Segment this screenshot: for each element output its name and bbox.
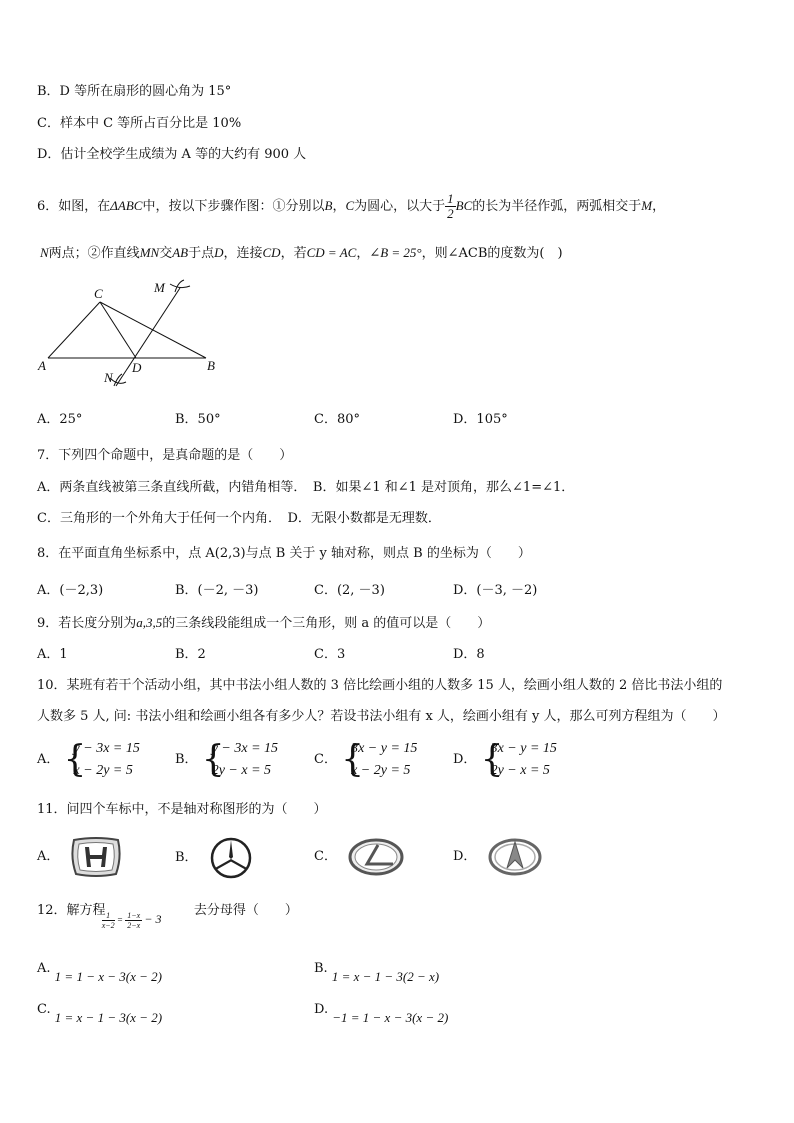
- honda-logo-icon: [70, 836, 122, 878]
- q6-option-c: C．80°: [314, 412, 360, 427]
- infiniti-logo-icon: [487, 836, 543, 878]
- q9-option-d: D．8: [453, 647, 485, 662]
- q8-option-b: B．(－2, －3): [175, 583, 259, 598]
- q8-option-d: D．(－3, －2): [453, 583, 538, 598]
- q9-stem: 9．若长度分别为a,3,5的三条线段能组成一个三角形，则 a 的值可以是（ ）: [37, 615, 491, 631]
- q11-option-d: D．: [453, 836, 543, 878]
- q12-option-a: A. 1 = 1 − x − 3(x − 2): [37, 961, 162, 984]
- q8-option-a: A．(－2,3): [37, 583, 104, 598]
- label-c: C: [94, 286, 103, 301]
- q10-option-a: A． { y − 3x = 15 x − 2y = 5: [37, 739, 140, 780]
- q5-option-b: B．D 等所在扇形的圆心角为 15°: [37, 84, 232, 99]
- arc-m-1: [170, 284, 190, 288]
- q10-stem-line1: 10．某班有若干个活动小组，其中书法小组人数的 3 倍比绘画小组的人数多 15 人，绘画小组人数的 2 倍比书法小组的: [37, 678, 723, 693]
- q9-option-b: B．2: [175, 647, 206, 662]
- label-a: A: [38, 358, 46, 373]
- q12-equation: $\frac{1}{x-2}$ = $\frac{1-x}{2-x}$ − 3: [101, 911, 162, 931]
- q7-stem: 7．下列四个命题中，是真命题的是（ ）: [37, 448, 293, 463]
- q6-option-a: A．25°: [37, 412, 83, 427]
- q11-option-c: C．: [314, 836, 405, 878]
- label-d: D: [132, 360, 142, 375]
- q5-option-c: C．样本中 C 等所占百分比是 10%: [37, 116, 242, 131]
- q6-stem-line2: N两点；②作直线MN交AB于点D，连接CD，若CD = AC，∠B = 25°，则∠ACB的度数为( ): [40, 245, 563, 261]
- q11-option-a: A．: [37, 836, 122, 878]
- lexus-logo-icon: [347, 836, 405, 878]
- label-b: B: [207, 358, 215, 373]
- q12-option-d: D. −1 = 1 − x − 3(x − 2): [314, 1002, 449, 1025]
- q6-option-d: D．105°: [453, 412, 508, 427]
- q12-stem: 12．解方程 $\frac{1}{x-2}$ = $\frac{1-x}{2-x}$ − 3 去分母得（ ）: [37, 896, 298, 920]
- q5-option-d: D．估计全校学生成绩为 A 等的大约有 900 人: [37, 147, 307, 162]
- q8-option-c: C．(2, －3): [314, 583, 385, 598]
- segment-cd: [100, 302, 136, 358]
- line-mn: [116, 288, 180, 386]
- q10-stem-line2: 人数多 5 人, 问: 书法小组和绘画小组各有多少人？若设书法小组有 x 人，绘画小组有 y 人，那么可列方程组为（ ）: [37, 709, 726, 724]
- half-fraction: $\frac{1}{2}$: [447, 191, 454, 221]
- segment-ac: [48, 302, 100, 358]
- q12-option-b: B. 1 = x − 1 − 3(2 − x): [314, 961, 440, 984]
- q11-stem: 11．问四个车标中，不是轴对称图形的为（ ）: [37, 802, 327, 817]
- q8-stem: 8．在平面直角坐标系中，点 A(2,3)与点 B 关于 y 轴对称，则点 B 的坐标为（ ）: [37, 546, 531, 561]
- arc-n-2: [114, 374, 122, 386]
- q6-option-b: B．50°: [175, 412, 221, 427]
- q10-option-d: D． { 3x − y = 15 2y − x = 5: [453, 739, 557, 780]
- q11-option-b: B．: [175, 836, 254, 880]
- q7-options-row1: A．两条直线被第三条直线所截，内错角相等． B．如果∠1 和∠1 是对顶角，那么∠1=∠1．: [37, 480, 575, 495]
- q6-stem-line1: 6．如图，在ΔABC中，按以下步骤作图：①分别以B，C为圆心，以大于 $\frac{1}{2}$ BC的长为半径作弧，两弧相交于M，: [37, 191, 666, 221]
- label-n: N: [104, 370, 113, 385]
- arc-m-2: [175, 280, 184, 292]
- q9-option-c: C．3: [314, 647, 346, 662]
- q12-option-c: C. 1 = x − 1 − 3(x − 2): [37, 1002, 163, 1025]
- mercedes-logo-icon: [208, 836, 254, 880]
- q9-option-a: A．1: [37, 647, 68, 662]
- q7-options-row2: C．三角形的一个外角大于任何一个内角． D．无限小数都是无理数．: [37, 511, 441, 526]
- label-m: M: [154, 280, 165, 295]
- q10-option-c: C． { 3x − y = 15 x − 2y = 5: [314, 739, 418, 780]
- q10-option-b: B． { y − 3x = 15 2y − x = 5: [175, 739, 279, 780]
- q6-triangle-figure: [34, 278, 224, 390]
